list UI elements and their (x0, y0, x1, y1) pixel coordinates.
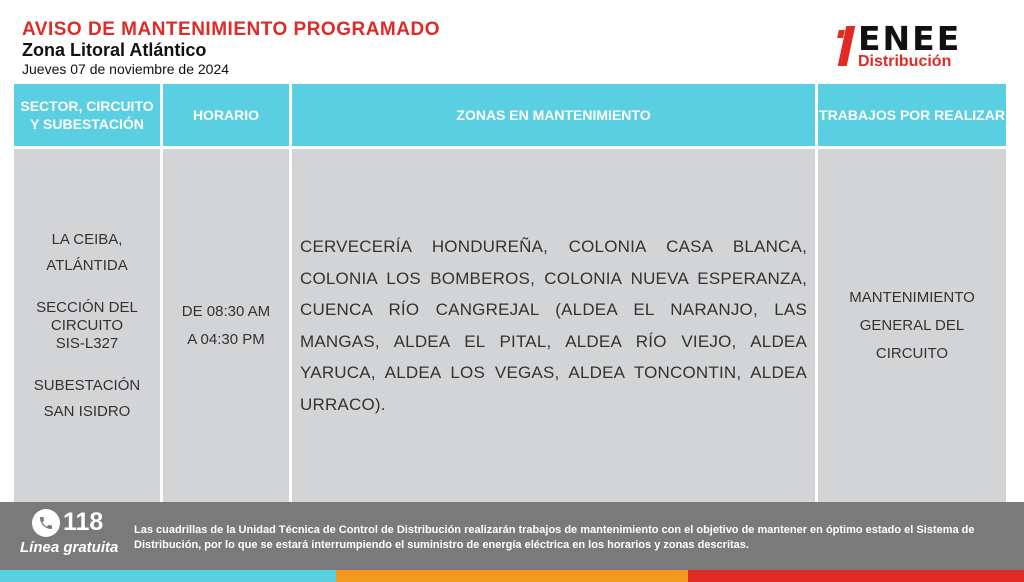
table-header-row (14, 84, 1006, 146)
work-line: GENERAL DEL (859, 316, 965, 334)
red-bar (688, 570, 1024, 582)
zone-title: Zona Litoral Atlántico (22, 40, 207, 60)
schedule-start: DE 08:30 AM (181, 302, 271, 320)
zones-cell (292, 149, 818, 502)
cyan-bar (0, 570, 336, 582)
header-zones: ZONAS EN MANTENIMIENTO (292, 84, 818, 146)
header-work: TRABAJOS POR REALIZAR (818, 84, 1006, 146)
header-sector: SECTOR, CIRCUITO Y SUBESTACIÓN (14, 84, 163, 146)
orange-bar (336, 570, 688, 582)
substation-line: SAN ISIDRO (43, 402, 131, 420)
color-bars (0, 570, 1024, 582)
logo-subtitle: Distribución (858, 53, 952, 70)
location-block (46, 227, 127, 279)
work-line: CIRCUITO (875, 344, 949, 362)
schedule-end: A 04:30 PM (187, 330, 265, 348)
free-line-label: Línea gratuita (20, 539, 119, 556)
work-cell (818, 149, 1006, 502)
notice-date: Jueves 07 de noviembre de 2024 (22, 61, 230, 77)
maintenance-table (14, 84, 1006, 502)
location-line: LA CEIBA, (51, 230, 123, 248)
circuit-line: SIS-L327 (55, 334, 119, 352)
notice-title: AVISO DE MANTENIMIENTO PROGRAMADO (22, 19, 440, 40)
table-row (14, 149, 1006, 502)
phone-icon (32, 509, 60, 537)
zones-text: CERVECERÍA HONDUREÑA, COLONIA CASA BLANCA, COLONIA LOS BOMBEROS, COLONIA NUEVA ESPERANZA, CUENCA RÍO CANGREJAL (ALDEA EL NARANJO, LAS MANGAS, ALDEA EL PITAL, ALDEA RÍO VIEJO, ALDEA YARUCA, ALDEA LOS VEGAS, ALDEA TONCONTIN, ALDEA URRACO). (300, 237, 807, 414)
circuit-line: SECCIÓN DEL (36, 298, 138, 316)
phone-number: 118 (63, 508, 104, 536)
circuit-block (36, 299, 138, 353)
footer (0, 502, 1024, 570)
header-schedule: HORARIO (163, 84, 292, 146)
header (0, 0, 1024, 84)
enee-logo (838, 19, 998, 77)
schedule-cell (163, 149, 292, 502)
substation-block (34, 373, 140, 425)
substation-line: SUBESTACIÓN (33, 376, 141, 394)
logo-name: ENEE (858, 19, 962, 58)
footer-notice-text: Las cuadrillas de la Unidad Técnica de Control de Distribución realizarán trabajos de mantenimiento con el objetivo de mantener en óptimo estado el Sistema de Distribución, por lo que se estará interrumpiendo el suministro de energía eléctrica en los horarios y zonas descritas. (134, 524, 975, 551)
sector-cell (14, 149, 163, 502)
circuit-line: CIRCUITO (50, 316, 124, 334)
location-line: ATLÁNTIDA (46, 256, 128, 274)
work-line: MANTENIMIENTO (849, 288, 975, 306)
